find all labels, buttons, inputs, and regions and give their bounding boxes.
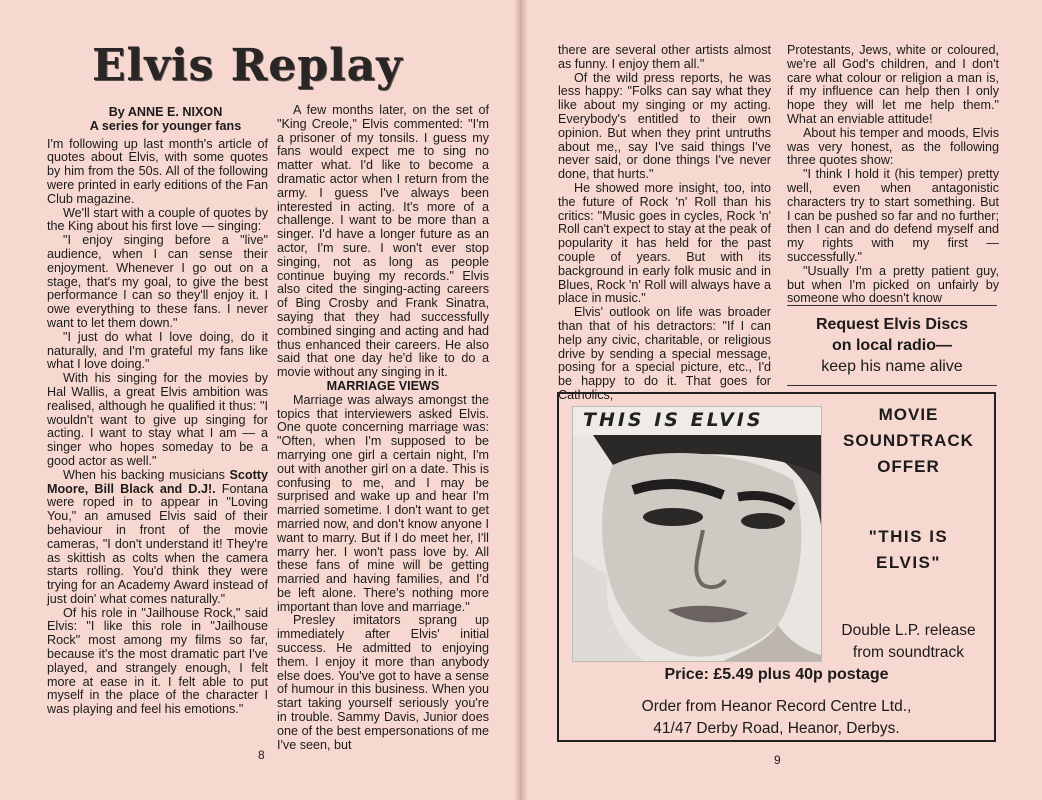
- request-box: [787, 297, 997, 394]
- album-title-line: "THIS IS: [868, 527, 949, 546]
- movie-line: SOUNDTRACK: [843, 431, 974, 450]
- paragraph: there are several other artists almost as funny. I enjoy them all.": [558, 43, 771, 71]
- paragraph: Of his role in "Jailhouse Rock," said Elvis: "I like this role in "Jailhouse Rock" most among my films so far, because it's the most dramatic part I've played, and strangely enough, I felt more at ease in it. I felt able to put myself in the place of the character I was playing and feel his emotions.": [47, 605, 268, 717]
- paragraph: He showed more insight, too, into the future of Rock 'n' Roll than his critics: "Music goes in cycles, Rock 'n' Roll can't expect to stay at the peak of popularity it has held for the past couple of years. But with its background in early folk music and in Blues, Rock 'n' Roll will always have a place in music.": [558, 180, 771, 306]
- article-title: Elvis Replay: [92, 40, 403, 91]
- paragraph: We'll start with a couple of quotes by the King about his first love — singing:: [47, 205, 268, 234]
- paragraph: Of the wild press reports, he was less happy: "Folks can say what they like about my singing or my acting. Everybody's entitled to their own opinion. But when they print untruths about me,, say I've said things I've never said, or done things I've never done, that hurts.": [558, 70, 771, 182]
- album-cover-title: THIS IS ELVIS: [583, 409, 764, 431]
- request-line-2: on local radio—: [831, 337, 952, 354]
- movie-soundtrack-heading: [821, 402, 996, 480]
- article-column-4: [787, 44, 999, 306]
- elvis-portrait-icon: [573, 435, 821, 661]
- paragraph: Presley imitators sprang up immediately after Elvis' initial success. He admitted to enjoying them. I enjoy it more than anybody else does. You've got to have a sense of humour in this business. When you start taking yourself seriously you're in trouble. Sammy Davis, Junior does one of the best empersonations of me I've seen, but: [277, 613, 489, 752]
- price-line: Price: £5.49 plus 40p postage: [664, 666, 889, 683]
- page-number-left: 8: [258, 748, 265, 762]
- paragraph: A few months later, on the set of "King Creole," Elvis commented: "I'm a prisoner of my tonsils. I guess my fans would expect me to sing no matter what. I'd like to become a dramatic actor when I return from the army. I guess I've always been interested in acting. It's more of a challenge. I want to be more than a singer. I'd have a longer future as an actor, I'm sure. I won't ever stop singing, not as long as people continue buying my records." Elvis also cited the singing-acting careers of Bing Crosby and Frank Sinatra, saying that they had successfully combined singing and acting and had thus enhanced their careers. He also said that one day he'd like to do a movie without any singing in it.: [277, 103, 489, 380]
- paragraph: I'm following up last month's article of quotes about Elvis, with some quotes by him from the 50s. All of the following were printed in early editions of the Fan Club magazine.: [47, 136, 268, 206]
- release-line: Double L.P. release: [841, 622, 976, 639]
- article-column-2: [277, 104, 489, 752]
- paragraph: [47, 469, 268, 607]
- paragraph: "I think I hold it (his temper) pretty well, even when antagonistic characters try to start something. But I can be pushed so far and no further; then I can and do defend myself and my rights with my first — successfully.": [787, 167, 999, 264]
- subhead-marriage-views: MARRIAGE VIEWS: [326, 378, 440, 393]
- text-run: When his backing musicians: [63, 467, 230, 482]
- album-cover: [572, 406, 822, 662]
- divider: [787, 305, 997, 306]
- divider: [787, 385, 997, 386]
- order-line: 41/47 Derby Road, Heanor, Derbys.: [653, 720, 900, 737]
- text-run: Fontana were roped in to appear in "Loving You," an amused Elvis said of their behaviour in front of the movie cameras, "I don't understand it! They're as skittish as colts when the camera starts rolling. You'd think they were trying for an Academy Award instead of just doin' what comes naturally.": [47, 481, 268, 606]
- paragraph: Marriage was always amongst the topics that interviewers asked Elvis. One quote concerning marriage was: "Often, when I'm supposed to be marrying one girl a certain night, I'm out with another girl on a date. This is confusing to me, and I may be surprised and wake up and hear I'm married sometime. I don't want to get married now, and don't know anyone I want to marry. But if I do meet her, I'll marry her. I won't pass love by. All these fans of mine will be getting married and having families, and I'd be left alone. There's nothing more important than love and marriage.": [277, 392, 489, 614]
- page-number-right: 9: [774, 753, 781, 767]
- paragraph: "I just do what I love doing, do it naturally, and I'm grateful my fans like what I love doing.": [47, 329, 268, 372]
- release-note: [821, 620, 996, 664]
- paragraph: About his temper and moods, Elvis was very honest, as the following three quotes show:: [787, 125, 999, 168]
- album-title-line: ELVIS": [876, 553, 941, 572]
- article-column-1: [47, 106, 268, 717]
- order-address: [559, 696, 994, 740]
- order-line: Order from Heanor Record Centre Ltd.,: [641, 698, 912, 715]
- article-column-3: [558, 44, 771, 403]
- album-title: [821, 524, 996, 576]
- movie-line: OFFER: [877, 457, 940, 476]
- byline: By ANNE E. NIXON: [108, 105, 223, 119]
- request-line-3: keep his name alive: [821, 358, 963, 375]
- movie-line: MOVIE: [878, 405, 939, 424]
- request-line-1: Request Elvis Discs: [815, 316, 969, 333]
- series-line: A series for younger fans: [89, 118, 242, 133]
- musicians-names: Scotty Moore, Bill Black and D.J!.: [47, 467, 268, 496]
- paragraph: "I enjoy singing before a "live" audience, when I can sense their enjoyment. Whenever I go out on a stage, that's my goal, to give the best performance I can so they'll enjoy it. I owe everything to these fans. I never want to let them down.": [47, 233, 268, 330]
- release-line: from soundtrack: [852, 644, 965, 661]
- paragraph: Protestants, Jews, white or coloured, we're all God's children, and I don't care what colour or religion a man is, if my influence can help then I only hope they will let me help them." What an enviable attitude!: [787, 43, 999, 126]
- soundtrack-advert: [557, 392, 996, 742]
- page-gutter: [515, 0, 527, 800]
- paragraph: With his singing for the movies by Hal Wallis, a great Elvis ambition was realised, although he qualified it thus: "I wouldn't want to give up singing for acting. I want to stay what I am — a singer who hopes someday to be a good actor as well.": [47, 371, 268, 468]
- paragraph: Elvis' outlook on life was broader than that of his detractors: "If I can help any civic, charitable, or religious drive by sending a special message, posing for a special picture, etc., I'd be happy to do it. That goes for Catholics,: [558, 305, 771, 402]
- paragraph: "Usually I'm a pretty patient guy, but when I'm picked on unfairly by someone who doesn't know: [787, 263, 999, 306]
